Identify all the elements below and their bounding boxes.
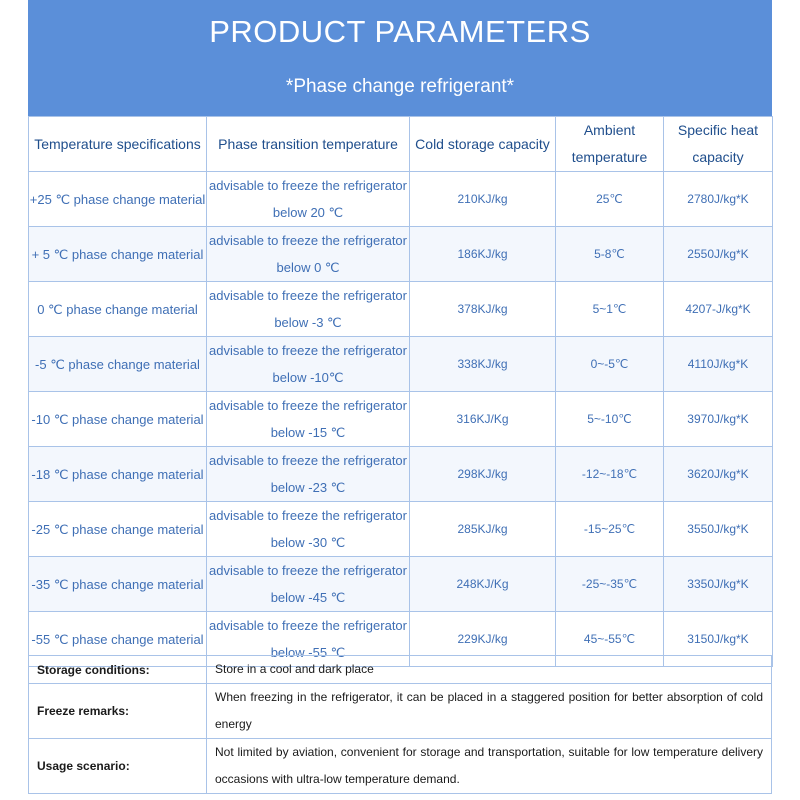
cold-storage-cell: 186KJ/kg <box>410 227 556 282</box>
ambient-temp-cell: -25~-35℃ <box>556 557 664 612</box>
ambient-temp-cell: 25℃ <box>556 172 664 227</box>
temperature-spec-cell: + 5 ℃ phase change material <box>29 227 207 282</box>
temperature-spec-cell: +25 ℃ phase change material <box>29 172 207 227</box>
transition-temp-cell: advisable to freeze the refrigerator below 0 ℃ <box>207 227 410 282</box>
ambient-temp-cell: 0~-5℃ <box>556 337 664 392</box>
ambient-temp-cell: 45~-55℃ <box>556 612 664 667</box>
table-row <box>29 392 773 447</box>
ambient-temp-cell: 5-8℃ <box>556 227 664 282</box>
remarks-row <box>29 656 772 684</box>
cold-storage-cell: 210KJ/kg <box>410 172 556 227</box>
transition-temp-cell: advisable to freeze the refrigerator below -10℃ <box>207 337 410 392</box>
specific-heat-cell: 2780J/kg*K <box>664 172 773 227</box>
table-row <box>29 282 773 337</box>
parameters-table <box>28 116 773 667</box>
cold-storage-cell: 338KJ/kg <box>410 337 556 392</box>
specific-heat-cell: 3350J/kg*K <box>664 557 773 612</box>
table-row <box>29 337 773 392</box>
transition-temp-cell: advisable to freeze the refrigerator below -15 ℃ <box>207 392 410 447</box>
specific-heat-cell: 3550J/kg*K <box>664 502 773 557</box>
temperature-spec-cell: 0 ℃ phase change material <box>29 282 207 337</box>
table-row <box>29 227 773 282</box>
remarks-row <box>29 684 772 739</box>
specific-heat-cell: 2550J/kg*K <box>664 227 773 282</box>
column-header: Specific heat capacity <box>664 117 773 172</box>
temperature-spec-cell: -55 ℃ phase change material <box>29 612 207 667</box>
usage-label: Usage scenario: <box>29 739 207 794</box>
cold-storage-cell: 378KJ/kg <box>410 282 556 337</box>
temperature-spec-cell: -25 ℃ phase change material <box>29 502 207 557</box>
table-row <box>29 557 773 612</box>
specific-heat-cell: 3150J/kg*K <box>664 612 773 667</box>
specific-heat-cell: 3970J/kg*K <box>664 392 773 447</box>
header-banner <box>28 0 772 116</box>
table-header-row <box>29 117 773 172</box>
transition-temp-cell: advisable to freeze the refrigerator below -45 ℃ <box>207 557 410 612</box>
column-header: Phase transition temperature <box>207 117 410 172</box>
cold-storage-cell: 316KJ/Kg <box>410 392 556 447</box>
page-subtitle: *Phase change refrigerant* <box>285 76 515 97</box>
specific-heat-cell: 4207-J/kg*K <box>664 282 773 337</box>
table-row <box>29 172 773 227</box>
temperature-spec-cell: -18 ℃ phase change material <box>29 447 207 502</box>
transition-temp-cell: advisable to freeze the refrigerator below -55 ℃ <box>207 612 410 667</box>
usage-value: Not limited by aviation, convenient for storage and transportation, suitable for low temperature delivery occasions with ultra-low temperature demand. <box>207 739 772 794</box>
storage-label: Storage conditions: <box>29 656 207 684</box>
cold-storage-cell: 229KJ/kg <box>410 612 556 667</box>
freeze-value: When freezing in the refrigerator, it can be placed in a staggered position for better absorption of cold energy <box>207 684 772 739</box>
temperature-spec-cell: -35 ℃ phase change material <box>29 557 207 612</box>
freeze-label: Freeze remarks: <box>29 684 207 739</box>
ambient-temp-cell: -15~25℃ <box>556 502 664 557</box>
ambient-temp-cell: 5~-10℃ <box>556 392 664 447</box>
cold-storage-cell: 285KJ/kg <box>410 502 556 557</box>
ambient-temp-cell: -12~-18℃ <box>556 447 664 502</box>
table-row <box>29 502 773 557</box>
transition-temp-cell: advisable to freeze the refrigerator below -30 ℃ <box>207 502 410 557</box>
cold-storage-cell: 248KJ/Kg <box>410 557 556 612</box>
transition-temp-cell: advisable to freeze the refrigerator below -23 ℃ <box>207 447 410 502</box>
temperature-spec-cell: -5 ℃ phase change material <box>29 337 207 392</box>
specific-heat-cell: 3620J/kg*K <box>664 447 773 502</box>
specific-heat-cell: 4110J/kg*K <box>664 337 773 392</box>
remarks-table <box>28 655 772 794</box>
temperature-spec-cell: -10 ℃ phase change material <box>29 392 207 447</box>
remarks-row <box>29 739 772 794</box>
cold-storage-cell: 298KJ/kg <box>410 447 556 502</box>
column-header: Cold storage capacity <box>410 117 556 172</box>
table-row <box>29 447 773 502</box>
storage-value: Store in a cool and dark place <box>207 656 772 684</box>
ambient-temp-cell: 5~1℃ <box>556 282 664 337</box>
column-header: Ambient temperature <box>556 117 664 172</box>
transition-temp-cell: advisable to freeze the refrigerator below -3 ℃ <box>207 282 410 337</box>
page-title: PRODUCT PARAMETERS <box>209 14 591 49</box>
column-header: Temperature specifications <box>29 117 207 172</box>
transition-temp-cell: advisable to freeze the refrigerator below 20 ℃ <box>207 172 410 227</box>
